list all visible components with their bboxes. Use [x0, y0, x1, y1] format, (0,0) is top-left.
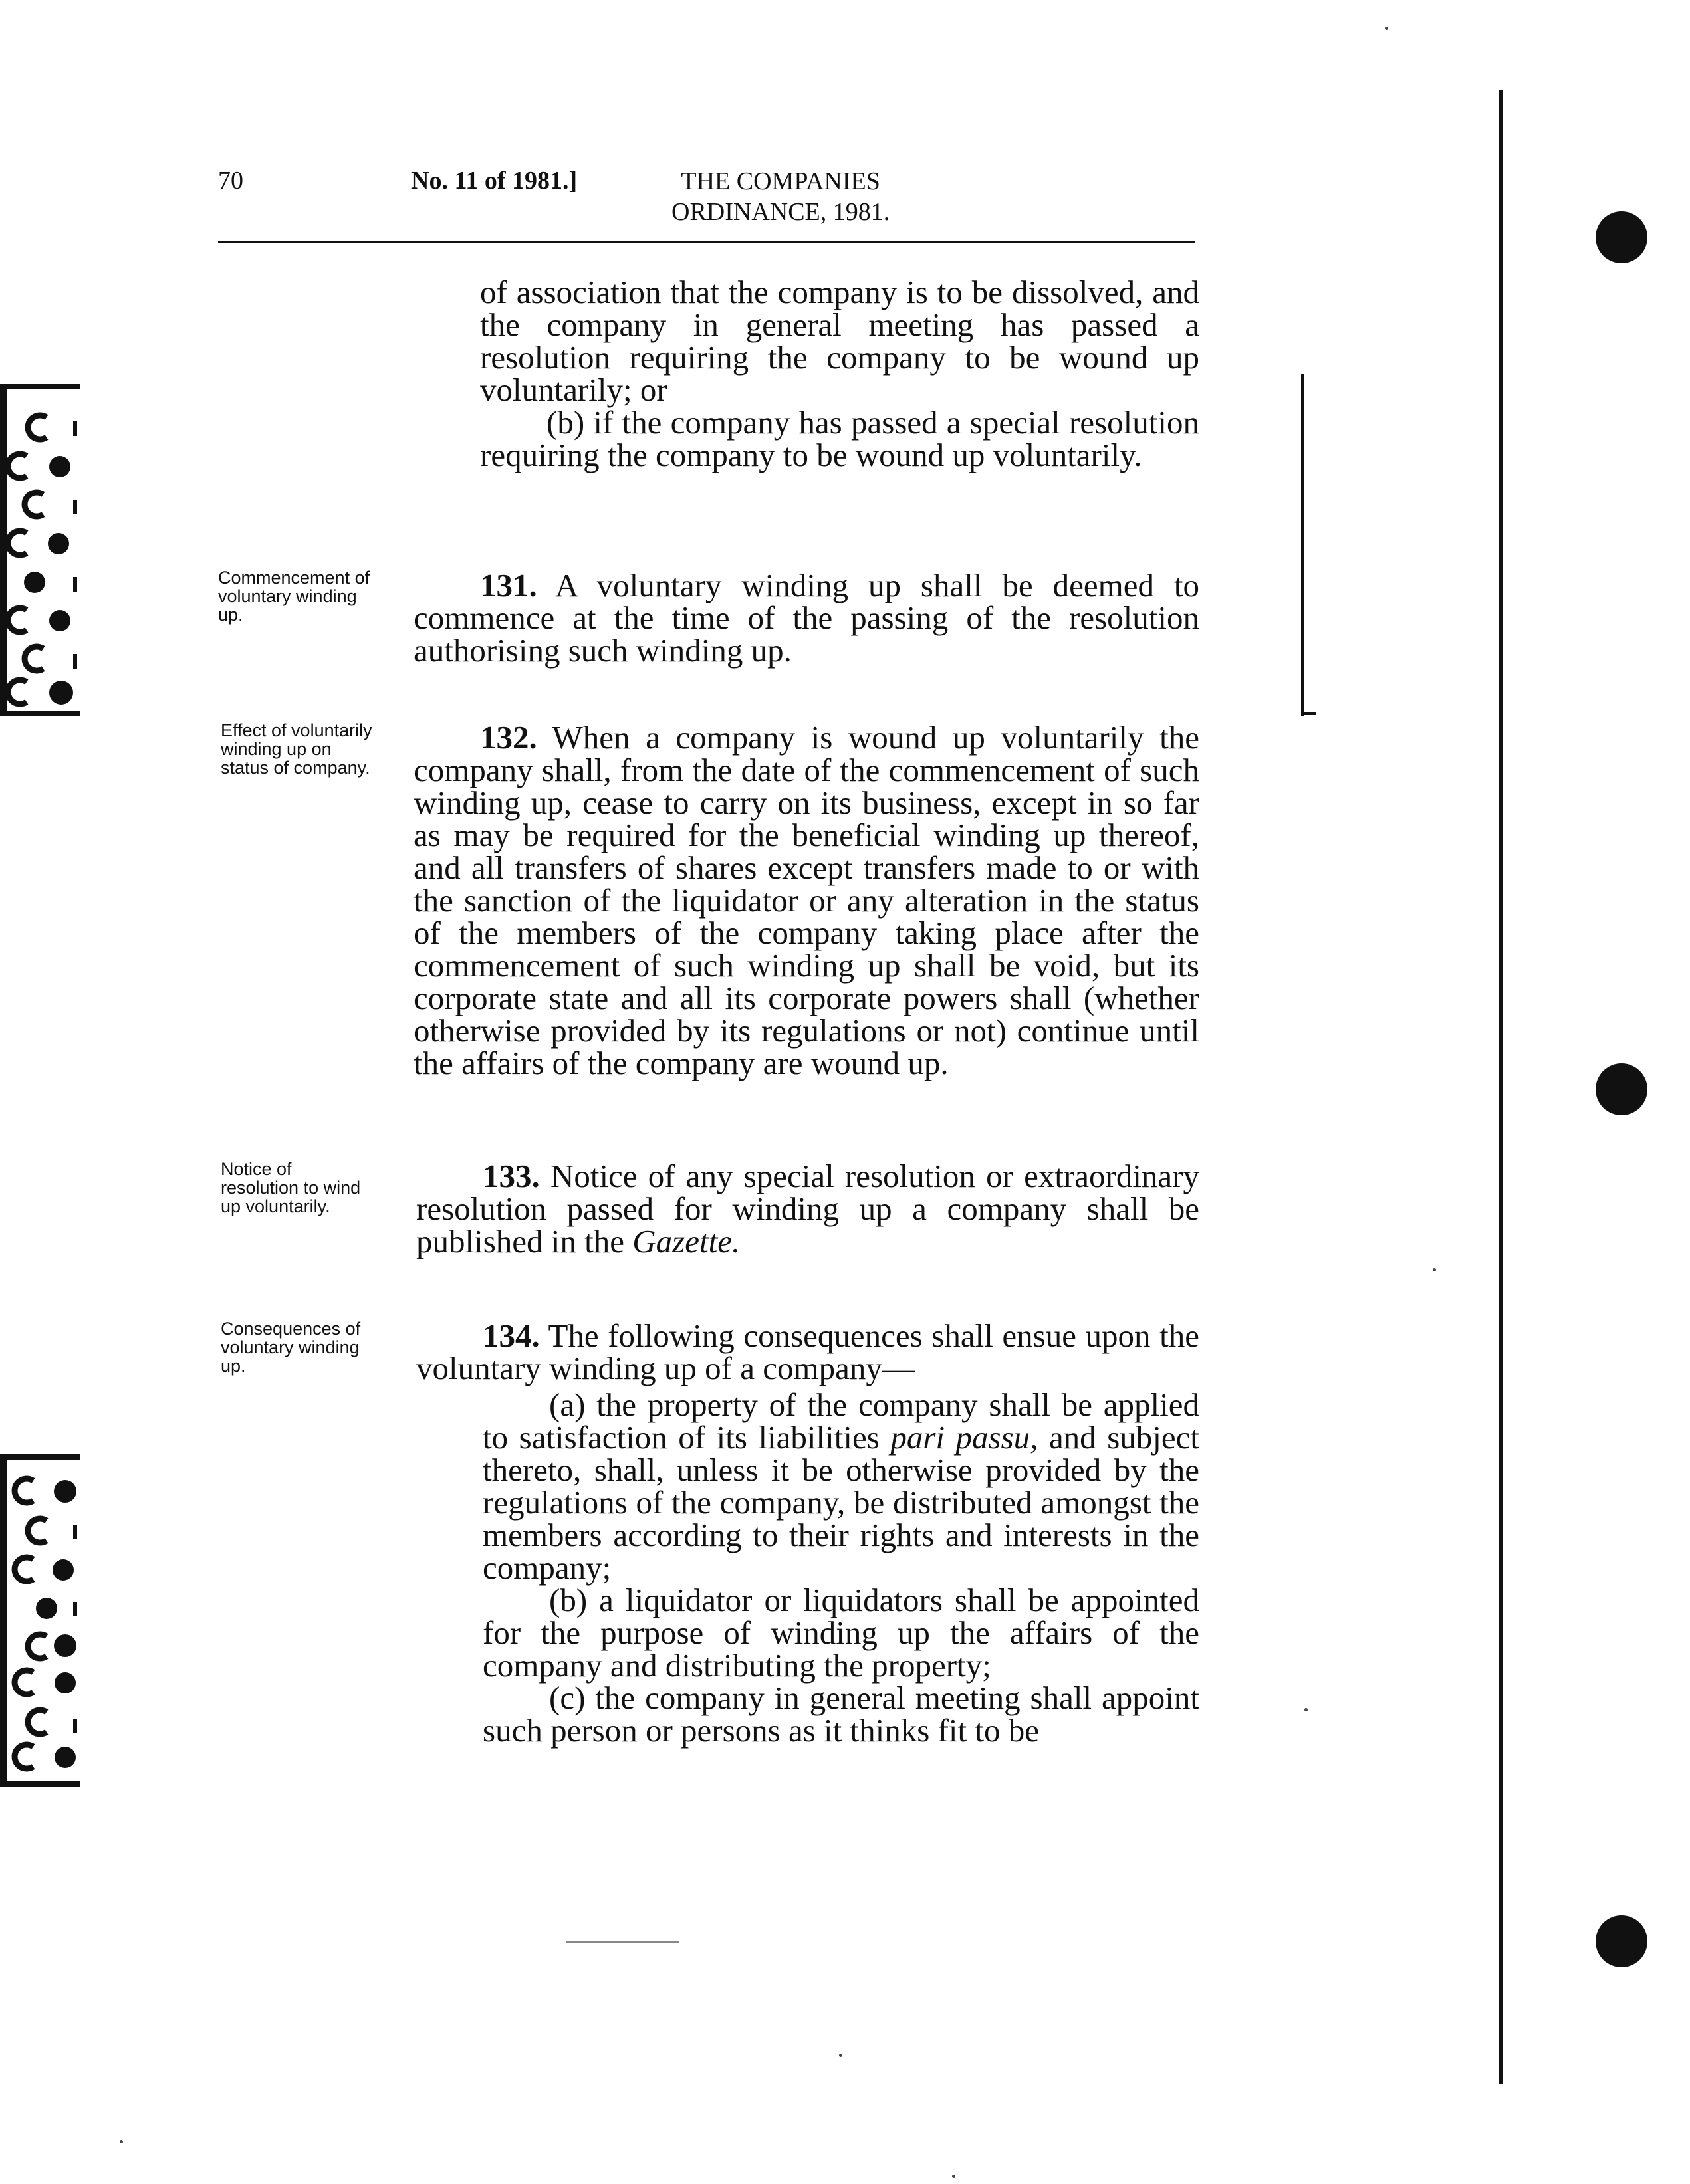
section-131-number: 131.	[480, 567, 537, 603]
section-131-text: A voluntary winding up shall be deemed to commence at the time of the passing of the resolution authorising such winding up.	[414, 567, 1200, 669]
pari-passu-italic: pari passu,	[890, 1419, 1038, 1456]
punch-hole-bottom	[1596, 1915, 1647, 1967]
section-133	[416, 1160, 1199, 1257]
scan-speck	[120, 2140, 123, 2143]
section-134-paragraphs	[483, 1388, 1199, 1747]
section-134-para-a	[483, 1388, 1199, 1584]
section-132-body	[414, 721, 1199, 1079]
continuation-para-b: (b) if the company has passed a special resolution requiring the company to be wound up voluntarily.	[480, 404, 1199, 473]
punch-hole-middle	[1596, 1063, 1647, 1115]
margin-note-134: Consequences of voluntary winding up.	[221, 1319, 361, 1376]
page-number: 70	[218, 167, 243, 195]
section-134-para-c: (c) the company in general meeting shall appoint such person or persons as it thinks fit to be	[483, 1680, 1199, 1749]
section-134-number: 134.	[483, 1317, 540, 1354]
scan-smudge	[566, 1941, 679, 1943]
section-132-number: 132.	[480, 719, 537, 756]
scan-speck	[952, 2175, 955, 2178]
amendment-bar-foot	[1301, 712, 1316, 715]
section-133-body	[416, 1160, 1199, 1257]
scan-speck	[1385, 27, 1388, 30]
scan-speck	[1304, 1708, 1308, 1711]
section-131	[414, 569, 1199, 667]
margin-note-133: Notice of resolution to wind up voluntarily.	[221, 1159, 361, 1216]
running-title	[671, 166, 890, 227]
section-134-body	[416, 1319, 1199, 1384]
scan-speck	[839, 2054, 842, 2057]
header-rule	[218, 241, 1195, 243]
act-number: No. 11 of 1981.]	[411, 167, 578, 195]
film-strip-lower	[0, 1454, 80, 1787]
section-132	[414, 721, 1199, 1079]
margin-note-131: Commencement of voluntary winding up.	[218, 568, 370, 625]
film-strip-upper	[0, 384, 80, 716]
section-131-body	[414, 569, 1199, 667]
margin-note-132: Effect of voluntarily winding up on status of company.	[221, 720, 372, 778]
section-134-para-b: (b) a liquidator or liquidators shall be appointed for the purpose of winding up the affairs of the company and distributing the property;	[483, 1582, 1199, 1684]
section-133-number: 133.	[483, 1158, 540, 1194]
scan-speck	[1433, 1268, 1436, 1271]
section-133-text: Notice of any special resolution or extraordinary resolution passed for winding up a company shall be published in the	[416, 1158, 1199, 1259]
section-134-text: The following consequences shall ensue upon the voluntary winding up of a company—	[416, 1317, 1199, 1386]
continuation-block	[480, 276, 1199, 471]
section-134	[416, 1319, 1199, 1384]
running-title-line-2: ORDINANCE, 1981.	[671, 198, 890, 226]
running-title-line-1: THE COMPANIES	[681, 167, 880, 195]
continuation-text: of association that the company is to be dissolved, and the company in general meeting has passed a resolution requiring the company to be wound up voluntarily; or	[480, 274, 1199, 408]
amendment-bar	[1301, 374, 1304, 716]
punch-hole-top	[1596, 211, 1647, 263]
gazette-italic: Gazette.	[632, 1223, 741, 1259]
para-a-text: (a) the property of the company shall be applied to satisfaction of its liabilities	[483, 1386, 1199, 1456]
page-edge-rule	[1499, 90, 1503, 2084]
section-132-text: When a company is wound up voluntarily the company shall, from the date of the commencement of such winding up, cease to carry on its business, except in so far as may be required for the beneficial winding up thereof, and all transfers of shares except transfers made to or with the sanction of the liquidator or any alteration in the status of the members of the company taking place after the commencement of such winding up shall be void, but its corporate state and all its corporate powers shall (whether otherwise provided by its regulations or not) continue until the affairs of the company are wound up.	[414, 719, 1199, 1081]
para-a-text-end: and subject thereto, shall, unless it be otherwise provided by the regulations of the company, be distributed amongst the members according to their rights and interests in the company;	[483, 1419, 1199, 1586]
